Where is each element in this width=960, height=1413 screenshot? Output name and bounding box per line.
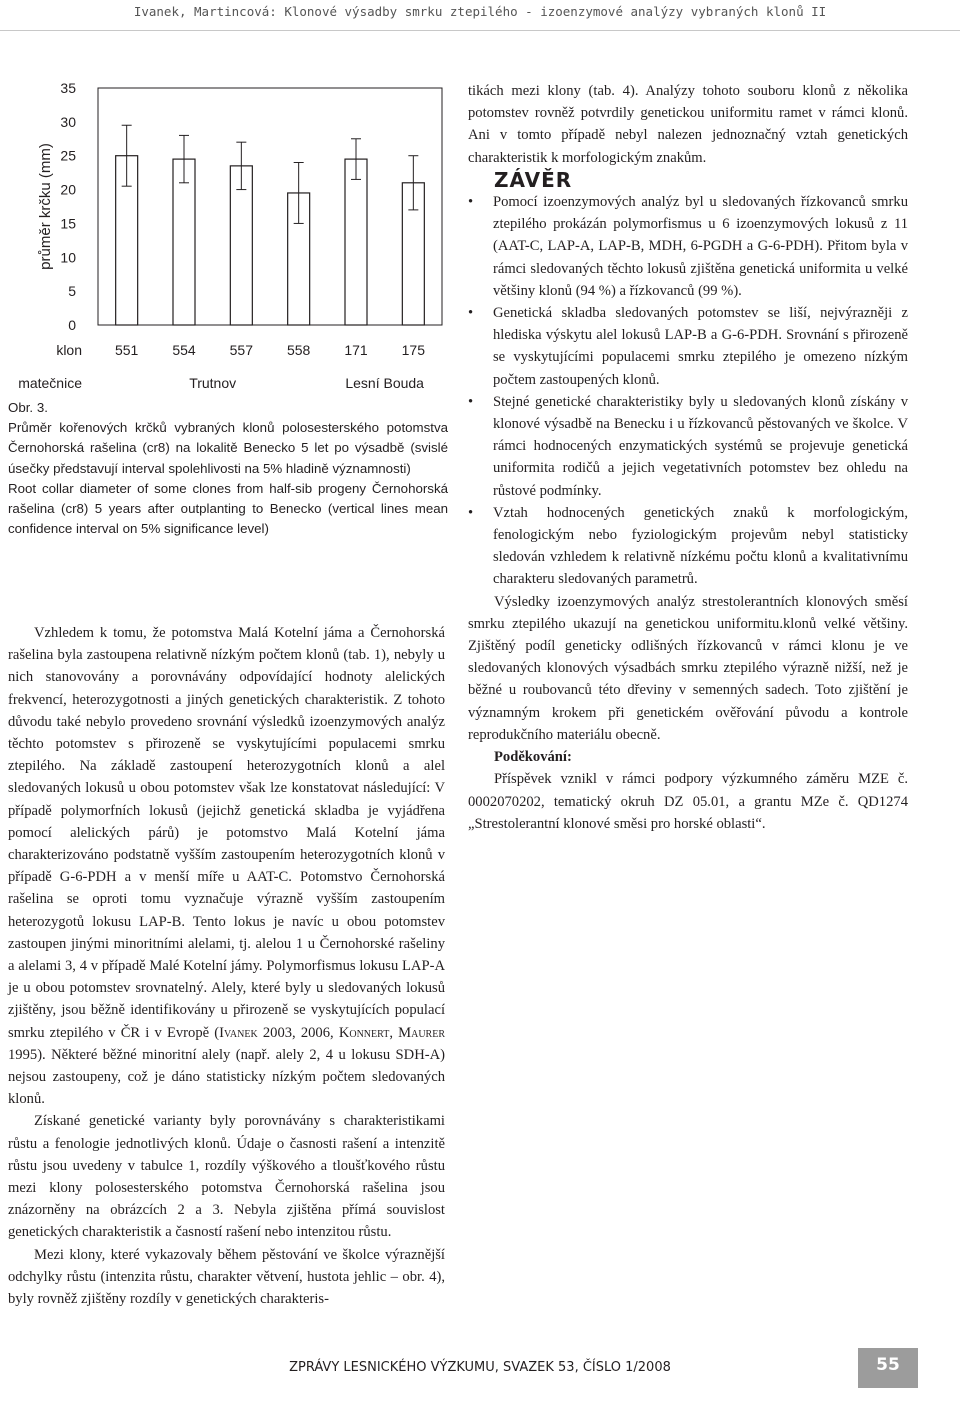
acknowledgement-text: Příspěvek vznikl v rámci podpory výzkumného záměru MZE č. 0002070202, tematický okruh DZ 05.01, a grantu MZe č. QD1274 „Strestolerantní klonové směsi pro horské oblasti“. bbox=[468, 771, 908, 832]
caption-english: Root collar diameter of some clones from half-sib progeny Černohorská rašelina (cr8) 5 years after outplanting to Benecko (vertical lines mean confidence interval on 5% significance level) bbox=[8, 480, 448, 537]
x-tick-label: 171 bbox=[344, 342, 368, 358]
list-item: • Vztah hodnocených genetických znaků k morfologickým, fenologickým nebo fyziologickým projevům nebyl statisticky sledován vzhledem k relativně nízkému počtu klonů a kvalitativnímu charakteru sledovaných parametrů. bbox=[468, 502, 908, 591]
body-paragraph: Mezi klony, které vykazovaly během pěstování ve školce výraznější odchylky růstu (intenzita růstu, charakter větvení, hustota jehlic – obr. 4), byly rovněž zjištěny rozdíly v genetických charakteris- bbox=[8, 1246, 445, 1308]
x-tick-label: 554 bbox=[172, 342, 196, 358]
acknowledgement-title: Poděkování: bbox=[494, 749, 572, 766]
caption-label: Obr. 3. bbox=[8, 400, 48, 415]
body-paragraph: Získané genetické varianty byly porovnávány s charakteristikami růstu a fenologie jednotlivých klonů. Údaje o časnosti rašení a intenzitě růstu jsou uvedeny v tabulce 1, rozdíly výškového a tloušťkového růstu mezi klony polosesterského potomstva Černohorská rašelina jsou znázorněny na obrázcích 2 a 3. Nebyla zjištěna přímá souvislost genetických charakteristik a časností rašení nebo intenzitou růstu. bbox=[8, 1113, 445, 1241]
conclusion-list bbox=[468, 191, 908, 591]
bar bbox=[173, 159, 195, 325]
body-paragraph: tikách mezi klony (tab. 4). Analýzy tohoto souboru klonů z několika potomstev rovněž potvrdily genetickou uniformitu ramet v rámci klonů. Ani v tomto případě nebyl nalezen jednoznačný vztah genetických charakteristik k morfologickým znakům. bbox=[468, 83, 908, 166]
header-divider bbox=[0, 30, 960, 31]
bar-chart bbox=[10, 70, 450, 400]
x-tick-label: 175 bbox=[401, 342, 426, 358]
y-axis-label: průměr krčku (mm) bbox=[37, 143, 54, 270]
left-column bbox=[8, 622, 445, 1310]
caption-czech: Průměr kořenových krčků vybraných klonů polosesterského potomstva Černohorská rašelina (cr8) na lokalitě Benecko 5 let po výsadbě (svislé úsečky představují interval spolehlivosti na 5% hladině významnosti) bbox=[8, 420, 448, 476]
citation-author: K bbox=[338, 1024, 350, 1041]
list-item: • Genetická skladba sledovaných potomstev se liší, nejvýrazněji z hlediska výskytu alel lokusů LAP-B a G-6-PDH. Srovnání s přirozeně se vyskytujícími populacemi smrku ztepilého je omezeno nízkým počtem zastoupených klonů. bbox=[468, 302, 908, 391]
citation-author-rest: onnert bbox=[349, 1024, 390, 1041]
x-tick-label: 551 bbox=[114, 342, 139, 358]
group-label: Trutnov bbox=[189, 375, 237, 391]
y-tick-label: 15 bbox=[60, 215, 76, 232]
y-tick-label: 30 bbox=[60, 113, 76, 130]
paragraph-text: 1995). Některé běžné minoritní alely (např. alely 2, 4 u lokusu SDH-A) nejsou zastoupeny, což je dáno statisticky nízkým počtem sledovaných klonů. bbox=[8, 1046, 445, 1108]
citation-separator: , bbox=[389, 1024, 399, 1041]
y-tick-label: 25 bbox=[60, 147, 76, 164]
citation-author: I bbox=[219, 1024, 224, 1041]
section-heading: ZÁVĚR bbox=[494, 167, 573, 192]
citation-author-rest: vanek bbox=[223, 1024, 258, 1041]
y-tick-label: 20 bbox=[60, 181, 76, 198]
running-head: Ivanek, Martincová: Klonové výsadby smrku ztepilého - izoenzymové analýzy vybraných klonů II bbox=[133, 4, 827, 19]
page-number: 55 bbox=[858, 1348, 918, 1388]
plot-frame bbox=[98, 88, 442, 325]
list-item: • Stejné genetické charakteristiky byly u sledovaných klonů získány v klonové výsadbě na Benecku i u řízkovanců pěstovaných ve školce. V rámci hodnocených enzymatických systémů se projevuje genetická uniformita rodičů a jejich vegetativních potomstev bez ohledu na růstové podmínky. bbox=[468, 391, 908, 502]
list-item: • Pomocí izoenzymových analýz byl u sledovaných řízkovanců smrku ztepilého prokázán polymorfismus u 6 izoenzymových lokusů z 11 (AAT-C, LAP-A, LAP-B, MDH, 6-PGDH a G-6-PDH). Přitom byla v rámci sledovaných těchto lokusů zjištěna genetická uniformita u velké většiny klonů (94 %) a řízkovanců (99 %). bbox=[468, 191, 908, 302]
body-paragraph bbox=[8, 622, 445, 1110]
y-tick-label: 5 bbox=[68, 283, 76, 300]
citation-author: M bbox=[398, 1024, 412, 1041]
right-column bbox=[468, 80, 908, 835]
citation-author-rest: aurer bbox=[411, 1024, 445, 1041]
x-tick-label: 557 bbox=[229, 342, 254, 358]
body-paragraph: Výsledky izoenzymových analýz strestolerantních klonových směsí smrku ztepilého ukazují na genetickou uniformitu.klonů velké většiny. Zjištěný podíl geneticky odlišných řízkovanců v rámci klonu je ve sledovaných klonových výsadbách smrku ztepilého výrazně nižší, než je běžné u roubovanců této dřeviny v semenných sadech. Toto zjištění je významným krokem při genetickém ověřování původu a kontrole reprodukčního materiálu obecně. bbox=[468, 593, 908, 743]
y-tick-label: 35 bbox=[60, 80, 76, 96]
journal-footer: ZPRÁVY LESNICKÉHO VÝZKUMU, SVAZEK 53, ČÍSLO 1/2008 bbox=[289, 1360, 671, 1375]
group-label: Lesní Bouda bbox=[345, 375, 424, 391]
y-tick-label: 0 bbox=[68, 317, 76, 333]
figure-caption bbox=[8, 398, 448, 539]
group-row-label: matečnice bbox=[18, 375, 82, 391]
bar bbox=[345, 159, 367, 325]
x-tick-label: 558 bbox=[286, 342, 311, 358]
citation-years: 2003, 2006, bbox=[257, 1024, 339, 1041]
y-tick-label: 10 bbox=[60, 249, 76, 266]
paragraph-text: Vzhledem k tomu, že potomstva Malá Kotelní jáma a Černohorská rašelina byla zastoupena relativně nízkým počtem klonů (tab. 1), nebyly u nich stanovovány a porovnávány odpovídající hodnoty alelických frekvencí, heterozygotnosti a jiných genetických charakteristik. Z tohoto důvodu také nebylo provedeno srovnání výsledků izoenzymových analýz těchto potomstev s přirozeně se vyskytujícími populacemi smrku ztepilého. Na základě zastoupení heterozygotních klonů a alel sledovaných lokusů u obou potomstev však lze konstatovat následující: V případě polymorfních lokusů (jejichž genetická skladba je vyjádřena pomocí alelických párů) je potomstvo Malá Kotelní jáma charakterizováno podstatně vyšším zastoupením heterozygotních klonů v případě G-6-PDH a v menší míře u AAT-C. Potomstvo Černohorská rašelina se oproti tomu vyznačuje výrazně vyšším zastoupením heterozygotů lokusu LAP-B. Tento lokus je navíc u obou potomstev zastoupen jinými minoritními alelami, tj. alelou 1 u Černohorské rašeliny a alelami 3, 4 v případě Malé Kotelní jámy. Polymorfismus lokusu LAP-A je u obou potomstev srovnatelný. Alely, které byly u sledovaných lokusů zjištěny, jsou běžně identifikovány u přirozeně se vyskytujících populací smrku ztepilého v ČR i v Evropě ( bbox=[8, 625, 445, 1041]
x-row-label: klon bbox=[56, 342, 82, 358]
